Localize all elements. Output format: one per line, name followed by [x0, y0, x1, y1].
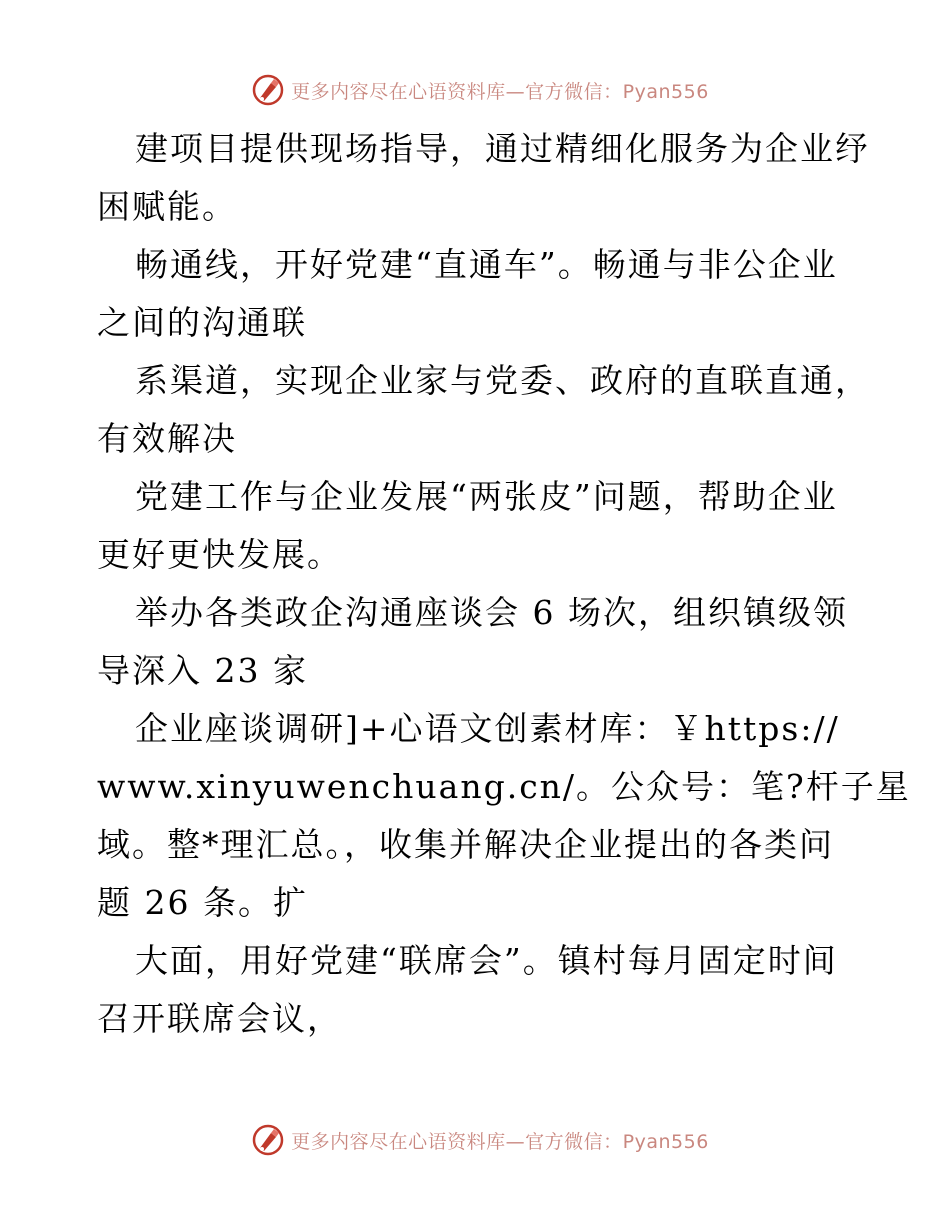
text-line: 建项目提供现场指导，通过精细化服务为企业纾: [135, 129, 870, 168]
text-line: 导深入 23 家: [97, 651, 308, 690]
text-line: 党建工作与企业发展“两张皮”问题，帮助企业: [135, 477, 838, 516]
footer-watermark: [0, 1120, 950, 1160]
text-line: 更好更快发展。: [97, 535, 342, 574]
text-line: 题 26 条。扩: [97, 883, 308, 922]
text-line: 系渠道，实现企业家与党委、政府的直联直通，: [135, 361, 870, 400]
pen-logo-icon: [251, 1123, 285, 1157]
watermark-group: [251, 1123, 709, 1157]
text-line: 之间的沟通联: [97, 303, 307, 342]
text-line: 大面，用好党建“联席会”。镇村每月固定时间: [135, 941, 838, 980]
watermark-group: [251, 73, 709, 107]
text-line: 企业座谈调研]+心语文创素材库：￥https://: [135, 709, 840, 748]
watermark-text: 更多内容尽在心语资料库—官方微信：Pyan556: [291, 1130, 709, 1153]
text-line: 畅通线，开好党建“直通车”。畅通与非公企业: [135, 245, 838, 284]
text-line: 域。整*理汇总。，收集并解决企业提出的各类问: [97, 825, 834, 864]
text-line: 困赋能。: [97, 187, 237, 226]
watermark-text: 更多内容尽在心语资料库—官方微信：Pyan556: [291, 80, 709, 103]
pen-logo-icon: [251, 73, 285, 107]
document-body: [97, 120, 911, 1048]
text-line: 举办各类政企沟通座谈会 6 场次，组织镇级领: [135, 593, 848, 632]
header-watermark: [0, 70, 950, 110]
text-line: 有效解决: [97, 419, 237, 458]
text-line: 召开联席会议，: [97, 999, 342, 1038]
text-line: www.xinyuwenchuang.cn/。公众号：笔?杆子星: [97, 767, 911, 806]
